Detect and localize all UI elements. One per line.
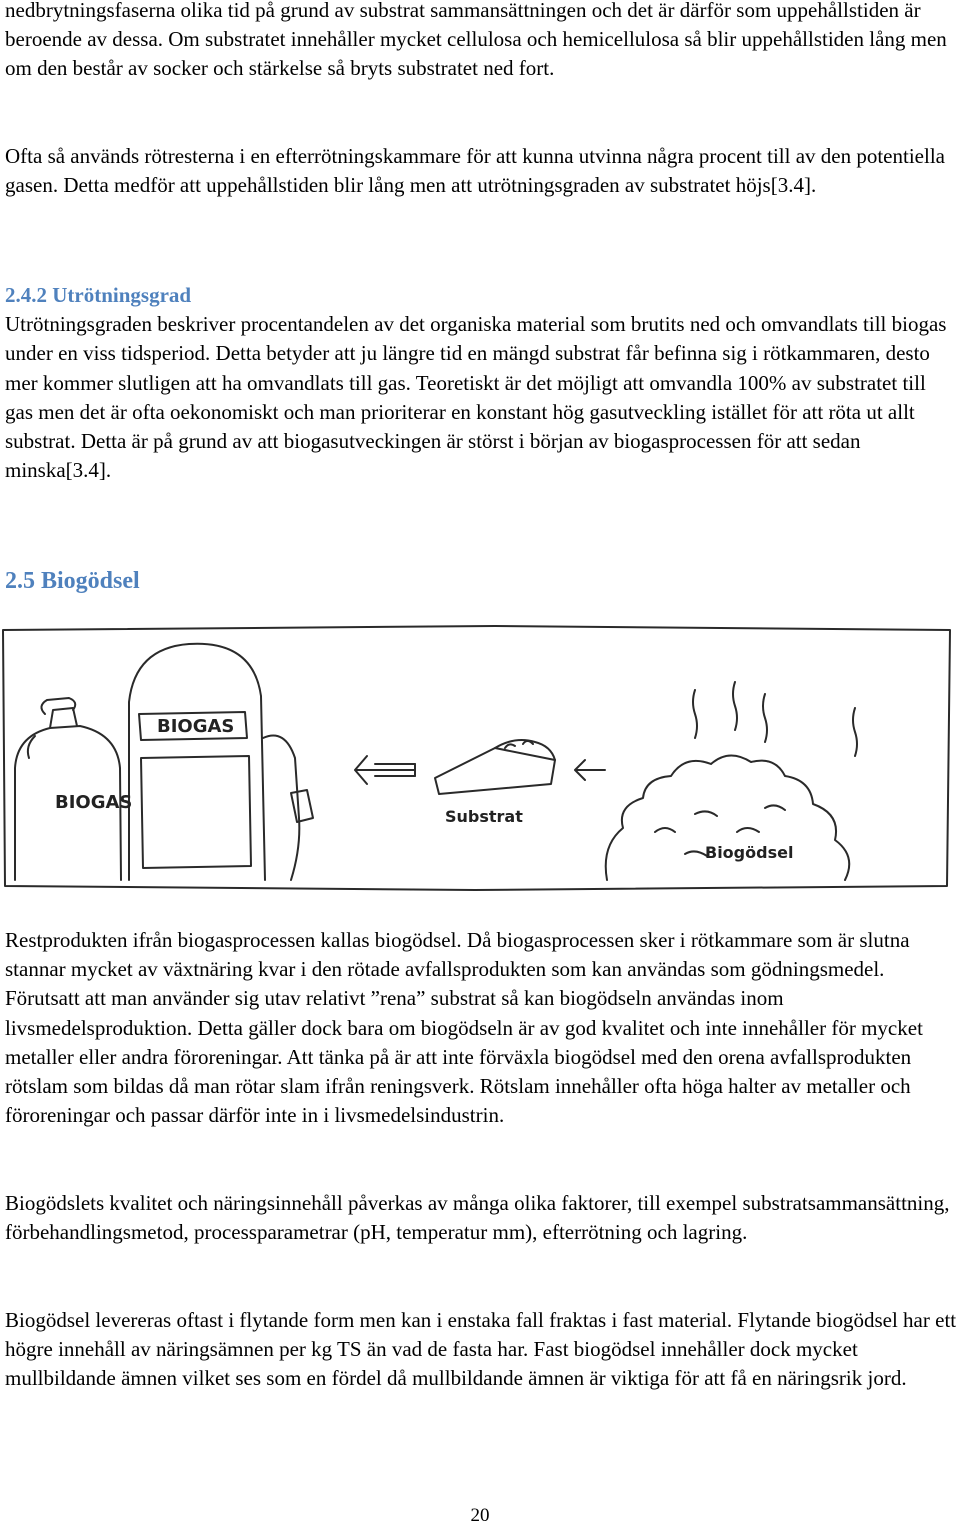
label-substrat: Substrat [445,807,523,826]
steam-sketch [693,682,857,756]
biogas-cycle-illustration [0,618,955,900]
paragraph-intro-continued: nedbrytningsfaserna olika tid på grund av substrat sammansättningen och det är därför som uppehållstiden är beroende av dessa. Om substratet innehåller mycket cellulosa och hemicellulosa så blir uppehållstiden lång men om den består av socker och stärkelse så bryts substratet ned fort. [5,0,947,81]
label-cylinder: BIOGAS [55,792,133,813]
section-utrotningsgrad [5,281,957,485]
heading-biogodsel: 2.5 Biogödsel [5,568,140,594]
page-number: 20 [470,1505,490,1526]
paragraph-utrotningsgrad: Utrötningsgraden beskriver procentandelen av det organiska material som brutits ned och omvandlats till biogas under en viss tidsperiod. Detta betyder att ju längre tid en mängd substrat får befinna sig i rötkammaren, desto mer kommer slutligen att ha omvandlats till gas. Teoretiskt är det möjligt att omvandla 100% av substratet till gas men det är ofta oekonomiskt och man prioriterar en konstant hög gasutveckling istället för att röta ut allt substrat. Detta är på grund av att biogasutveckingen är störst i början av biogasprocessen för att sedan minska[3.4]. [5,312,947,483]
paragraph-rotrester: Ofta så används rötresterna i en efterrötningskammare för att kunna utvinna några procent till av den potentiella gasen. Detta medför att uppehållstiden blir lång men att utrötningsgraden av substratet höjs[3.4]. [5,144,945,198]
substrat-sketch [435,748,555,794]
label-biogodsel: Biogödsel [705,843,794,862]
arrow-to-substrat-sketch [575,760,605,780]
label-pump: BIOGAS [157,716,235,737]
heading-utrotningsgrad: 2.4.2 Utrötningsgrad [5,283,192,307]
paragraph-restprodukten: Restprodukten ifrån biogasprocessen kallas biogödsel. Då biogasprocessen sker i rötkammare som är slutna stannar mycket av växtnäring kvar i den rötade avfallsprodukten som kan användas som gödningsmedel. Förutsatt att man använder sig utav relativt ”rena” substrat så kan biogödseln användas inom livsmedelsproduktion. Detta gäller dock bara om biogödseln är av god kvalitet och inte innehåller för mycket metaller eller andra föroreningar. Att tänka på är att inte förväxla biogödsel med den orena avfallsprodukten rötslam som bildas då man rötar slam ifrån reningsverk. Rötslam innehåller ofta höga halter av metaller och föroreningar och passar därför inte in i livsmedelsindustrin. [5,928,923,1128]
arrow-to-pump-sketch [355,756,415,784]
paragraph-form: Biogödsel levereras oftast i flytande form men kan i enstaka fall fraktas i fast material. Flytande biogödsel har ett högre innehåll av näringsämnen per kg TS än vad de fasta har. Fast biogödsel innehåller dock mycket mullbildande ämnen vilket ses som en fördel då mullbildande ämnen är viktiga för att få en näringsrik jord. [5,1308,957,1391]
paragraph-kvalitet: Biogödslets kvalitet och näringsinnehåll påverkas av många olika faktorer, till exempel substratsammansättning, förbehandlingsmetod, processparametrar (pH, temperatur mm), efterrötning och lagring. [5,1191,950,1245]
fuel-pump-sketch [129,644,265,880]
